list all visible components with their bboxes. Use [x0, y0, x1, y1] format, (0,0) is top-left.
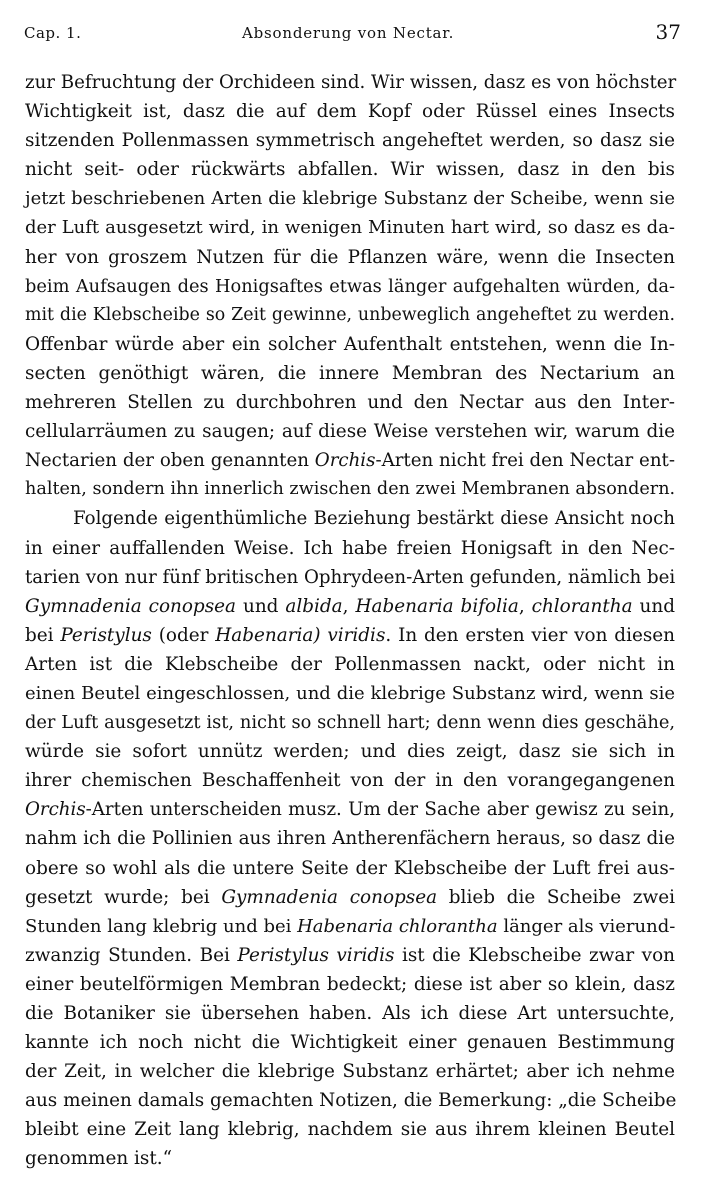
- text-line: Arten ist die Klebscheibe der Pollenmassen nackt, oder nicht in: [25, 653, 675, 675]
- text-line: mit die Klebscheibe so Zeit gewinne, unbeweglich angeheftet zu werden.: [25, 304, 675, 325]
- text-line: einen Beutel eingeschlossen, und die klebrige Substanz wird, wenn sie: [25, 682, 675, 704]
- text-line: tarien von nur fünf britischen Ophrydeen-Arten gefunden, nämlich bei: [25, 566, 676, 588]
- text-line: in einer auffallenden Weise. Ich habe freien Honigsaft in den Nec-: [25, 537, 675, 559]
- chapter-label: Cap. 1.: [24, 24, 82, 42]
- text-line: beim Aufsaugen des Honigsaftes etwas länger aufgehalten würden, da-: [25, 275, 675, 297]
- text-line: genommen ist.“: [25, 1148, 172, 1170]
- text-line: einer beutelförmigen Membran bedeckt; diese ist aber so klein, dasz: [25, 973, 675, 995]
- text-line: aus meinen damals gemachten Notizen, die Bemerkung: „die Scheibe: [25, 1090, 677, 1112]
- text-line: nicht seit- oder rückwärts abfallen. Wir wissen, dasz in den bis: [25, 159, 675, 181]
- text-line: jetzt beschriebenen Arten die klebrige Substanz der Scheibe, wenn sie: [25, 188, 675, 210]
- text-line: die Botaniker sie übersehen haben. Als ich diese Art untersuchte,: [25, 1003, 675, 1024]
- italic-term: Gymnadenia conopsea: [221, 886, 438, 908]
- text-line: würde sie sofort unnütz werden; und dies zeigt, dasz sie sich in: [25, 741, 675, 763]
- running-header: [24, 20, 681, 50]
- text-line: Gymnadenia conopsea und albida, Habenaria bifolia, chlorantha und: [25, 595, 675, 617]
- body-text: [25, 68, 675, 1174]
- text-line: ihrer chemischen Beschaffenheit von der in den vorangegangenen: [25, 770, 675, 792]
- text-line: cellularräumen zu saugen; auf diese Weise verstehen wir, warum die: [25, 421, 675, 443]
- text-line: gesetzt wurde; bei Gymnadenia conopsea blieb die Scheibe zwei: [25, 886, 675, 908]
- italic-term: Orchis: [25, 799, 86, 821]
- text-line: der Luft ausgesetzt wird, in wenigen Minuten hart wird, so dasz es da-: [25, 217, 675, 239]
- text-line: Orchis-Arten unterscheiden musz. Um der Sache aber gewisz zu sein,: [25, 799, 675, 821]
- running-title: Absonderung von Nectar.: [242, 24, 455, 42]
- italic-term: Gymnadenia conopsea: [25, 595, 236, 617]
- text-line: bei Peristylus (oder Habenaria) viridis. In den ersten vier von diesen: [25, 624, 676, 646]
- text-line: Stunden lang klebrig und bei Habenaria chlorantha länger als vierund-: [25, 915, 676, 937]
- text-line: obere so wohl als die untere Seite der Klebscheibe der Luft frei aus-: [25, 857, 675, 879]
- text-line: sitzenden Pollenmassen symmetrisch angeheftet werden, so dasz sie: [25, 130, 675, 152]
- paragraph-first-line: Folgende eigenthümliche Beziehung bestärkt diese Ansicht noch: [73, 508, 675, 530]
- text-line: mehreren Stellen zu durchbohren und den Nectar aus den Inter-: [25, 392, 675, 414]
- italic-term: Habenaria) viridis: [215, 624, 386, 646]
- text-line: bleibt eine Zeit lang klebrig, nachdem sie aus ihrem kleinen Beutel: [25, 1119, 675, 1141]
- text-line: halten, sondern ihn innerlich zwischen den zwei Membranen absondern.: [25, 479, 676, 500]
- text-line: Wichtigkeit ist, dasz die auf dem Kopf oder Rüssel eines Insects: [25, 101, 675, 123]
- text-line: nahm ich die Pollinien aus ihren Antherenfächern heraus, so dasz die: [25, 828, 675, 850]
- italic-term: Habenaria bifolia: [355, 595, 519, 617]
- italic-term: Habenaria chlorantha: [297, 915, 498, 937]
- italic-term: albida: [285, 595, 343, 617]
- text-line: Offenbar würde aber ein solcher Aufenthalt entstehen, wenn die In-: [25, 333, 675, 355]
- text-line: secten genöthigt wären, die innere Membran des Nectarium an: [25, 362, 675, 384]
- italic-term: Orchis: [314, 450, 376, 472]
- italic-term: Peristylus: [60, 624, 152, 646]
- text-line: zwanzig Stunden. Bei Peristylus viridis ist die Klebscheibe zwar von: [25, 944, 675, 966]
- text-line: zur Befruchtung der Orchideen sind. Wir wissen, dasz es von höchster: [25, 72, 677, 93]
- text-line: der Zeit, in welcher die klebrige Substanz erhärtet; aber ich nehme: [25, 1061, 675, 1083]
- italic-term: Peristylus viridis: [237, 944, 395, 966]
- text-line: her von groszem Nutzen für die Pflanzen wäre, wenn die Insecten: [25, 246, 675, 268]
- text-line: kannte ich noch nicht die Wichtigkeit einer genauen Bestimmung: [25, 1032, 675, 1054]
- page-number: 37: [655, 20, 681, 44]
- italic-term: chlorantha: [531, 595, 633, 617]
- text-line: der Luft ausgesetzt ist, nicht so schnell hart; denn wenn dies geschähe,: [25, 712, 675, 734]
- text-line: Nectarien der oben genannten Orchis-Arten nicht frei den Nectar ent-: [25, 450, 675, 472]
